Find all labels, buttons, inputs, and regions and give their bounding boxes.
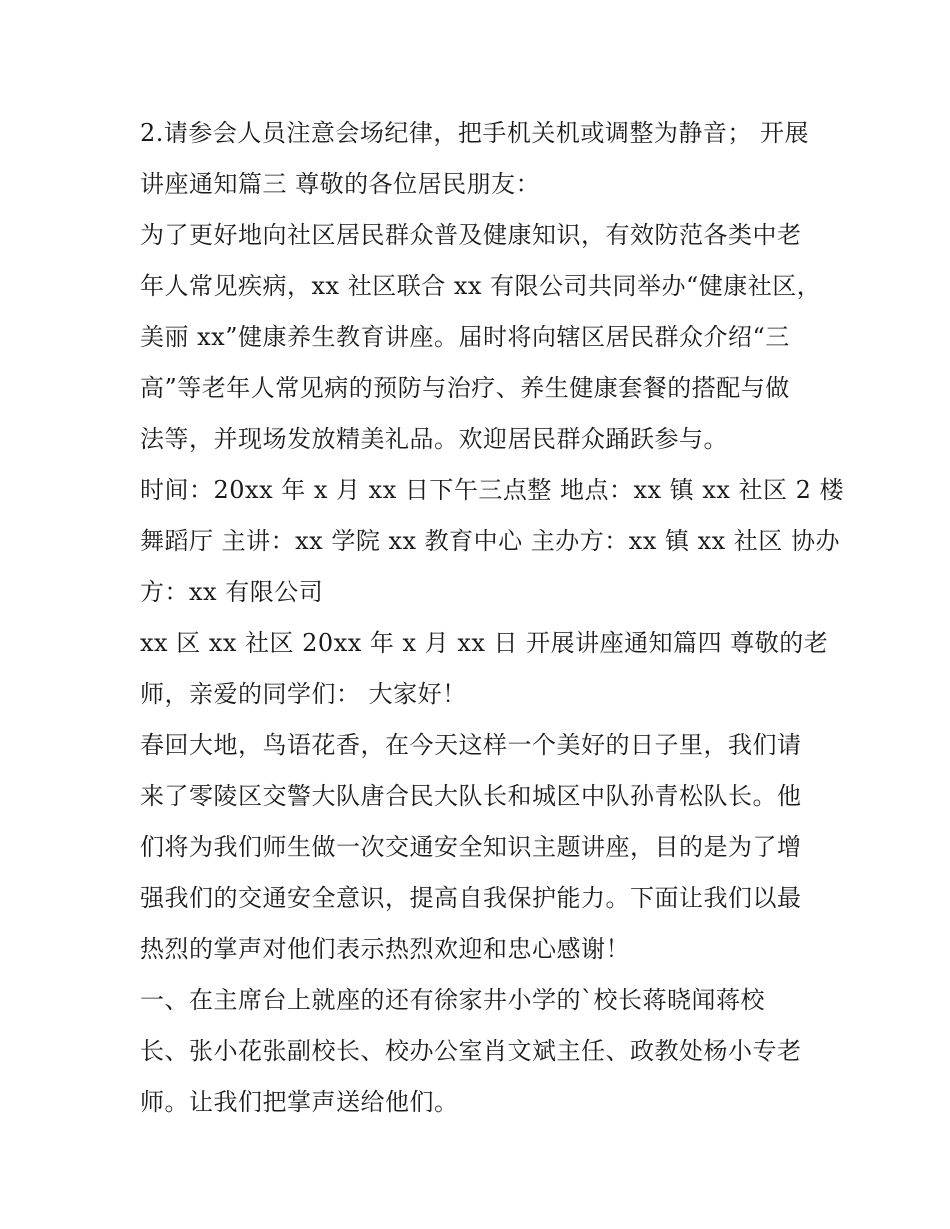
text-line: 春回大地，鸟语花香，在今天这样一个美好的日子里，我们请 [140, 731, 802, 759]
text-line: 热烈的掌声对他们表示热烈欢迎和忠心感谢！ [140, 935, 630, 963]
text-line: xx 区 xx 社区 20xx 年 x 月 xx 日 开展讲座通知篇四 尊敬的老 [140, 629, 829, 657]
text-line: 时间：20xx 年 x 月 xx 日下午三点整 地点：xx 镇 xx 社区 2 楼 [140, 476, 845, 504]
text-line: 为了更好地向社区居民群众普及健康知识，有效防范各类中老 [140, 221, 802, 249]
text-line: 舞蹈厅 主讲：xx 学院 xx 教育中心 主办方：xx 镇 xx 社区 协办 [140, 527, 840, 555]
text-line: 方：xx 有限公司 [140, 578, 324, 606]
text-line: 一、在主席台上就座的还有徐家井小学的`校长蒋晓闻蒋校 [140, 986, 765, 1014]
document-body [140, 108, 845, 1128]
text-line: 师。让我们把掌声送给他们。 [140, 1088, 459, 1116]
text-line: 年人常见疾病，xx 社区联合 xx 有限公司共同举办“健康社区， [140, 272, 822, 300]
text-line: 师，亲爱的同学们： 大家好！ [140, 680, 467, 708]
text-line: 讲座通知篇三 尊敬的各位居民朋友： [140, 170, 541, 198]
text-line: 来了零陵区交警大队唐合民大队长和城区中队孙青松队长。他 [140, 782, 802, 810]
text-line: 们将为我们师生做一次交通安全知识主题讲座，目的是为了增 [140, 833, 802, 861]
text-line: 高”等老年人常见病的预防与治疗、养生健康套餐的搭配与做 [140, 374, 790, 402]
text-line: 强我们的交通安全意识，提高自我保护能力。下面让我们以最 [140, 884, 802, 912]
text-line: 法等，并现场发放精美礼品。欢迎居民群众踊跃参与。 [140, 425, 728, 453]
text-line: 2.请参会人员注意会场纪律，把手机关机或调整为静音； 开展 [140, 119, 810, 147]
text-line: 美丽 xx”健康养生教育讲座。届时将向辖区居民群众介绍“三 [140, 323, 790, 351]
text-line: 长、张小花张副校长、校办公室肖文斌主任、政教处杨小专老 [140, 1037, 802, 1065]
